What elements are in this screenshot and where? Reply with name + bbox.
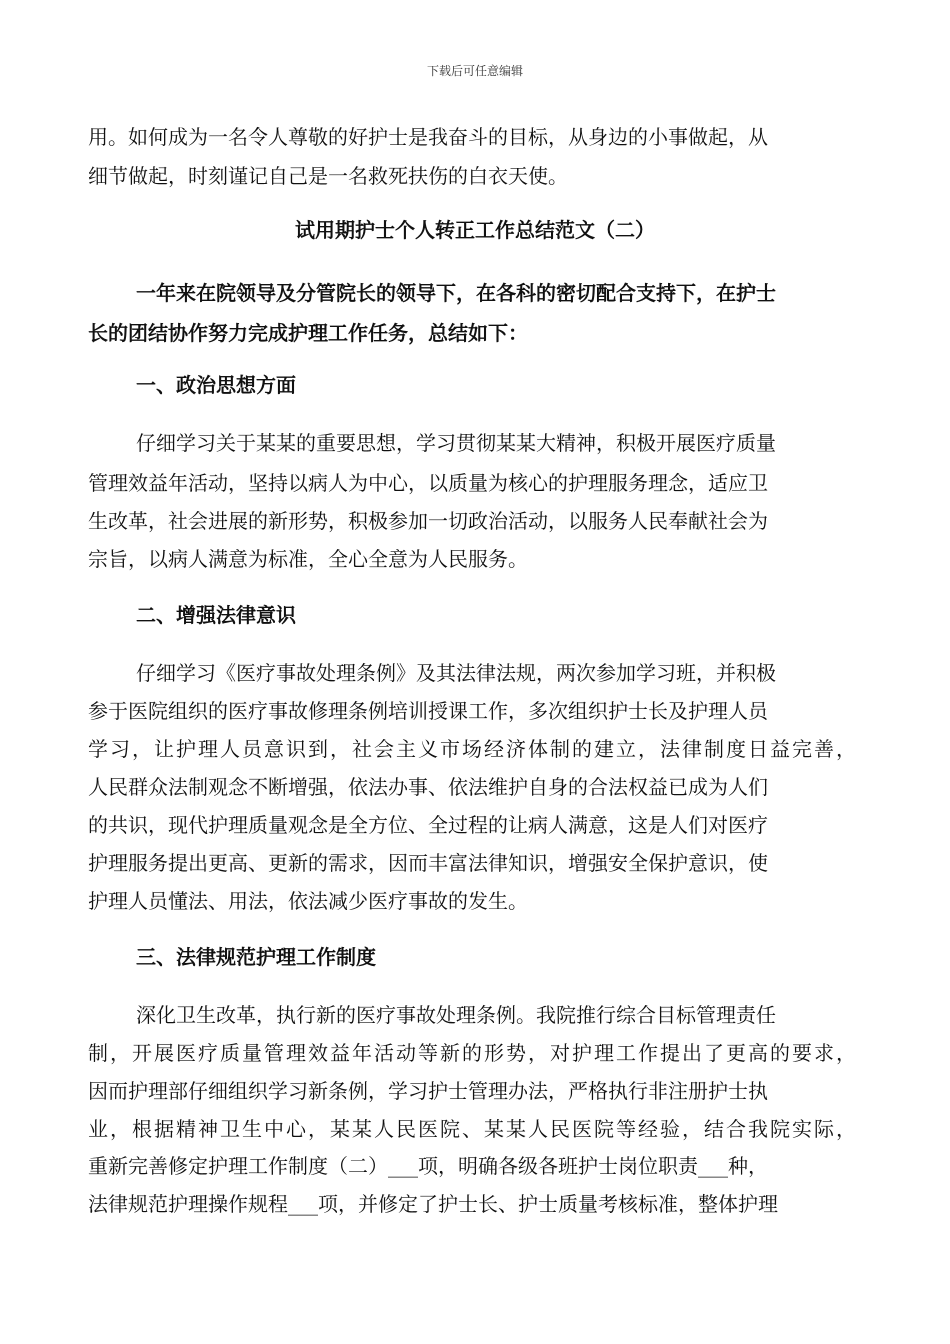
section-2-line-3: 学习，让护理人员意识到，社会主义市场经济体制的建立，法律制度日益完善， [88, 737, 858, 761]
section-2-line-6: 护理服务提出更高、更新的需求，因而丰富法律知识，增强安全保护意识，使 [88, 851, 768, 875]
section-1-line-1: 仔细学习关于某某的重要思想，学习贯彻某某大精神，积极开展医疗质量 [136, 431, 776, 455]
section-3-line-5: 重新完善修定护理工作制度（二）___项，明确各级各班护士岗位职责___种， [88, 1154, 768, 1178]
section-3-line-6: 法律规范护理操作规程___项，并修定了护士长、护士质量考核标准，整体护理 [88, 1192, 778, 1216]
section-3-line-1: 深化卫生改革，执行新的医疗事故处理条例。我院推行综合目标管理责任 [136, 1003, 776, 1027]
section-heading-3: 三、法律规范护理工作制度 [136, 945, 376, 969]
intro-line-1: 用。如何成为一名令人尊敬的好护士是我奋斗的目标，从身边的小事做起，从 [88, 125, 768, 149]
section-2-line-2: 参于医院组织的医疗事故修理条例培训授课工作，多次组织护士长及护理人员 [88, 699, 768, 723]
summary-line-1: 一年来在院领导及分管院长的领导下，在各科的密切配合支持下，在护士 [136, 281, 776, 305]
section-1-line-3: 生改革，社会进展的新形势，积极参加一切政治活动，以服务人民奉献社会为 [88, 509, 768, 533]
section-3-line-2: 制，开展医疗质量管理效益年活动等新的形势，对护理工作提出了更高的要求， [88, 1041, 858, 1065]
section-3-line-3: 因而护理部仔细组织学习新条例，学习护士管理办法，严格执行非注册护士执 [88, 1079, 768, 1103]
document-title: 试用期护士个人转正工作总结范文（二） [295, 218, 655, 242]
section-1-line-2: 管理效益年活动，坚持以病人为中心，以质量为核心的护理服务理念，适应卫 [88, 471, 768, 495]
section-heading-2: 二、增强法律意识 [136, 603, 296, 627]
section-2-line-1: 仔细学习《医疗事故处理条例》及其法律法规，两次参加学习班，并积极 [136, 661, 776, 685]
section-2-line-4: 人民群众法制观念不断增强，依法办事、依法维护自身的合法权益已成为人们 [88, 775, 768, 799]
section-2-line-5: 的共识，现代护理质量观念是全方位、全过程的让病人满意，这是人们对医疗 [88, 813, 768, 837]
section-1-line-4: 宗旨，以病人满意为标准，全心全意为人民服务。 [88, 547, 528, 571]
section-3-line-4: 业，根据精神卫生中心，某某人民医院、某某人民医院等经验，结合我院实际， [88, 1117, 858, 1141]
intro-line-2: 细节做起，时刻谨记自己是一名救死扶伤的白衣天使。 [88, 164, 568, 188]
section-heading-1: 一、政治思想方面 [136, 373, 296, 397]
page-header: 下载后可任意编辑 [426, 64, 523, 78]
summary-line-2: 长的团结协作努力完成护理工作任务，总结如下： [88, 321, 528, 345]
section-2-line-7: 护理人员懂法、用法，依法减少医疗事故的发生。 [88, 889, 528, 913]
